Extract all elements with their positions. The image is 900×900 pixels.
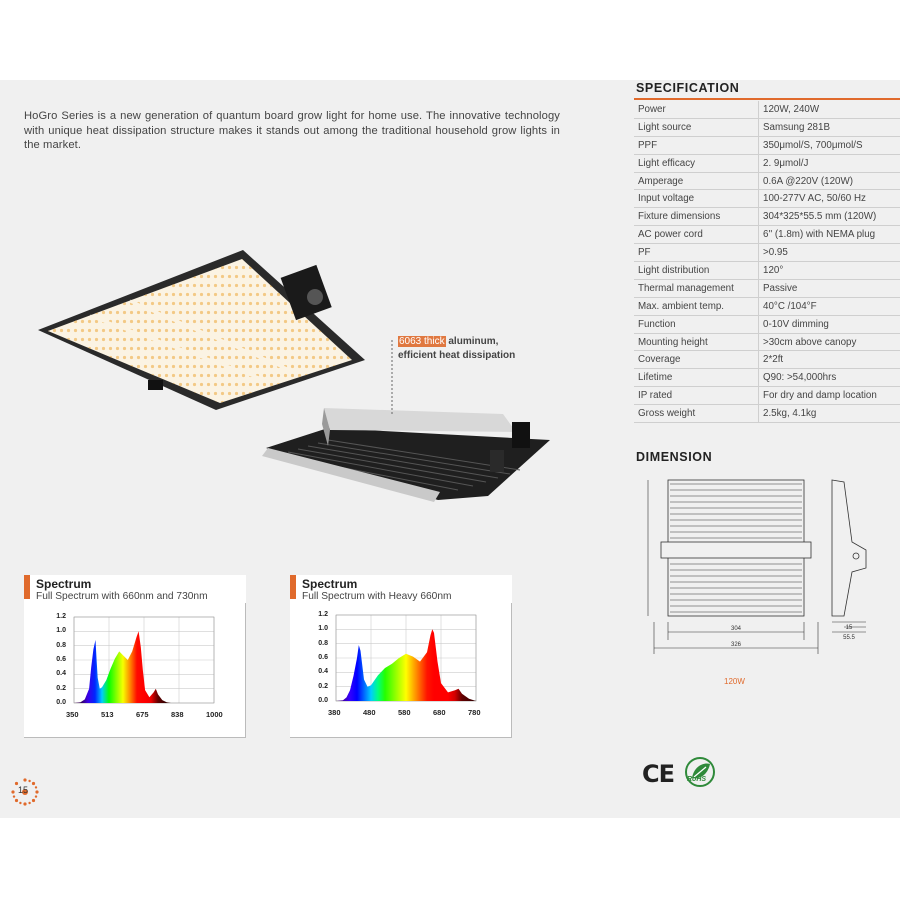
- spec-value: Samsung 281B: [759, 118, 900, 136]
- y-tick-label: 0.8: [318, 639, 328, 647]
- spec-key: Function: [634, 315, 759, 333]
- x-tick-label: 380: [328, 708, 341, 717]
- spec-key: Thermal management: [634, 279, 759, 297]
- dimension-drawing: [634, 472, 874, 662]
- dimension-label-55-5: 55.5: [843, 635, 855, 641]
- y-tick-label: 0.2: [56, 684, 66, 692]
- y-tick-label: 0.6: [56, 656, 66, 663]
- spec-row: [634, 101, 900, 118]
- spec-key: Power: [634, 101, 759, 118]
- card-border: [290, 737, 512, 738]
- spec-row: [634, 405, 900, 423]
- card-accent: [24, 575, 30, 599]
- spec-key: Light efficacy: [634, 154, 759, 172]
- spec-key: Mounting height: [634, 333, 759, 351]
- spec-row: [634, 226, 900, 244]
- spec-key: PF: [634, 244, 759, 262]
- y-tick-label: 1.0: [318, 625, 328, 633]
- spec-value: >0.95: [759, 244, 900, 262]
- spec-value: 40°C /104°F: [759, 297, 900, 315]
- spec-value: >30cm above canopy: [759, 333, 900, 351]
- spec-key: Lifetime: [634, 369, 759, 387]
- y-tick-label: 0.0: [56, 699, 66, 706]
- y-tick-label: 0.2: [318, 682, 328, 690]
- spec-row: [634, 333, 900, 351]
- spec-value: 6'' (1.8m) with NEMA plug: [759, 226, 900, 244]
- y-tick-label: 1.2: [56, 613, 66, 620]
- callout-line2: efficient heat dissipation: [398, 350, 516, 361]
- spec-key: IP rated: [634, 387, 759, 405]
- spec-row: [634, 315, 900, 333]
- y-tick-label: 1.2: [318, 611, 328, 618]
- spec-row: [634, 351, 900, 369]
- rohs-label: RoHS: [687, 776, 707, 783]
- spectrum-card-title: Spectrum: [36, 577, 92, 591]
- spec-value: For dry and damp location: [759, 387, 900, 405]
- grow-light-panel-illustration: [30, 245, 380, 420]
- ce-mark: [642, 760, 674, 788]
- spec-value: Passive: [759, 279, 900, 297]
- y-tick-label: 0.0: [318, 697, 328, 704]
- dimension-label-304: 304: [730, 626, 742, 632]
- x-tick-label: 1000: [206, 710, 223, 719]
- spec-key: Fixture dimensions: [634, 208, 759, 226]
- y-tick-label: 1.0: [56, 627, 66, 635]
- spectrum-card-subtitle: Full Spectrum with Heavy 660nm: [302, 591, 452, 602]
- spec-row: [634, 387, 900, 405]
- x-tick-label: 780: [468, 708, 481, 717]
- ce-logo: CE: [642, 760, 675, 788]
- spectrum-card-1: [24, 575, 246, 738]
- spec-row: [634, 262, 900, 280]
- spec-key: Light source: [634, 118, 759, 136]
- card-border-right: [245, 603, 246, 738]
- spec-value: 2. 9μmol/J: [759, 154, 900, 172]
- x-tick-label: 675: [136, 710, 149, 719]
- y-tick-label: 0.4: [318, 668, 328, 676]
- spec-value: 2*2ft: [759, 351, 900, 369]
- x-tick-label: 838: [171, 710, 184, 719]
- spec-key: Gross weight: [634, 405, 759, 423]
- heatsink-illustration: [258, 400, 558, 505]
- card-border-right: [511, 603, 512, 738]
- spec-row: [634, 208, 900, 226]
- callout-highlight: 6063 thick: [399, 336, 445, 347]
- y-tick-label: 0.6: [318, 654, 328, 661]
- dimension-title: DIMENSION: [636, 450, 713, 464]
- y-tick-label: 0.4: [56, 670, 66, 678]
- x-tick-label: 580: [398, 708, 411, 717]
- spec-row: [634, 190, 900, 208]
- spec-key: Max. ambient temp.: [634, 297, 759, 315]
- callout-line1: aluminum,: [445, 336, 499, 347]
- x-tick-label: 480: [363, 708, 376, 717]
- rohs-leaf-icon: [684, 756, 716, 788]
- rohs-mark: [684, 756, 716, 793]
- card-accent: [290, 575, 296, 599]
- spectrum-card-title: Spectrum: [302, 577, 358, 591]
- spec-key: Coverage: [634, 351, 759, 369]
- spec-value: 100-277V AC, 50/60 Hz: [759, 190, 900, 208]
- spec-row: [634, 154, 900, 172]
- spectrum-chart-1: [68, 615, 218, 707]
- spec-value: 350μmol/S, 700μmol/S: [759, 136, 900, 154]
- dimension-label-15: 15: [845, 625, 853, 631]
- spec-value: 120°: [759, 262, 900, 280]
- spec-row: [634, 118, 900, 136]
- specification-title: SPECIFICATION: [636, 81, 740, 95]
- spectrum-card-2: [290, 575, 512, 738]
- spec-row: [634, 297, 900, 315]
- heat-dissipation-callout: [398, 335, 515, 363]
- spec-key: AC power cord: [634, 226, 759, 244]
- spec-row: [634, 172, 900, 190]
- specification-rule: [634, 98, 900, 100]
- x-tick-label: 513: [101, 710, 114, 719]
- intro-paragraph: HoGro Series is a new generation of quantum board grow light for home use. The innovative technology with unique heat dissipation structure makes it stands out among the traditional household grow lights in the market.: [24, 110, 560, 152]
- spec-value: 120W, 240W: [759, 101, 900, 118]
- spec-value: 304*325*55.5 mm (120W): [759, 208, 900, 226]
- spec-key: Light distribution: [634, 262, 759, 280]
- spec-row: [634, 279, 900, 297]
- spectrum-card-subtitle: Full Spectrum with 660nm and 730nm: [36, 591, 208, 602]
- spectrum-chart-2: [330, 613, 480, 705]
- spec-value: 0-10V dimming: [759, 315, 900, 333]
- dimension-label-326: 326: [730, 642, 742, 648]
- spec-row: [634, 136, 900, 154]
- x-tick-label: 680: [433, 708, 446, 717]
- spec-value: 0.6A @220V (120W): [759, 172, 900, 190]
- spec-row: [634, 244, 900, 262]
- dimension-caption: 120W: [724, 677, 745, 686]
- x-tick-label: 350: [66, 710, 79, 719]
- spec-key: PPF: [634, 136, 759, 154]
- spec-value: Q90: >54,000hrs: [759, 369, 900, 387]
- y-tick-label: 0.8: [56, 641, 66, 649]
- spectrum-area: [74, 631, 171, 703]
- spec-value: 2.5kg, 4.1kg: [759, 405, 900, 423]
- spec-key: Input voltage: [634, 190, 759, 208]
- specification-table: [634, 101, 900, 423]
- card-border: [24, 737, 246, 738]
- page-number: 15: [18, 785, 29, 795]
- spec-key: Amperage: [634, 172, 759, 190]
- spec-row: [634, 369, 900, 387]
